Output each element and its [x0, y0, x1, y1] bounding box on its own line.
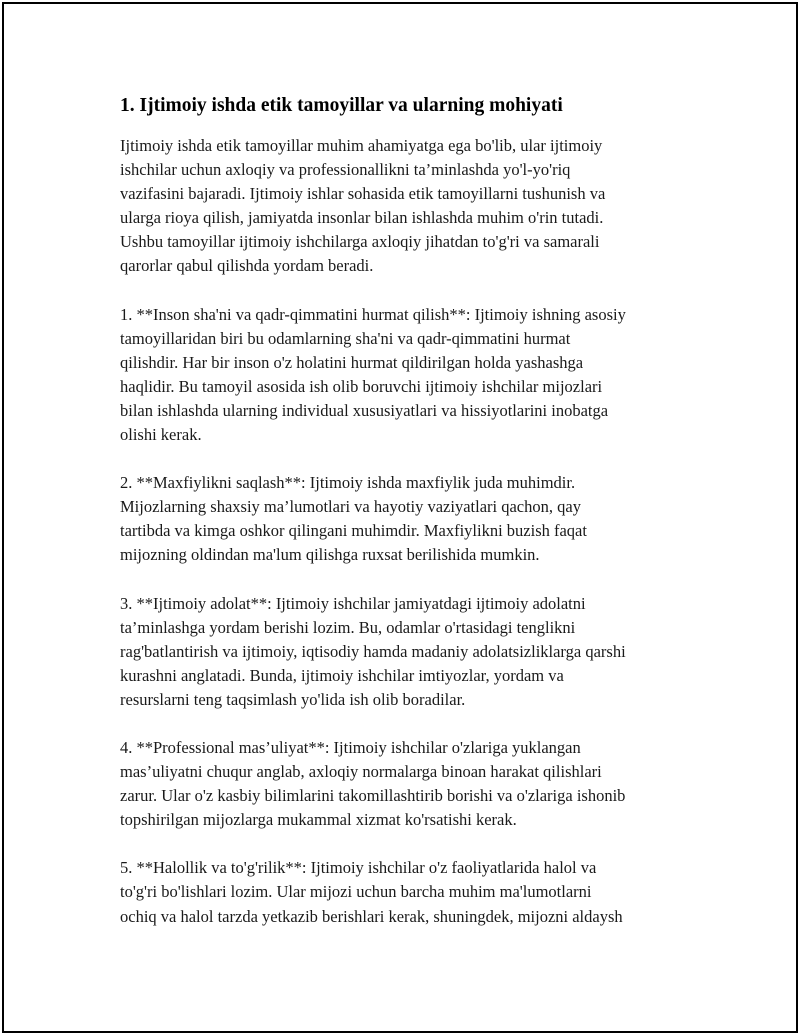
text-line: 2. **Maxfiylikni saqlash**: Ijtimoiy ishda maxfiylik juda muhimdir.: [120, 473, 576, 493]
paragraph: [120, 592, 700, 712]
text-line: tamoyillaridan biri bu odamlarning sha'ni va qadr-qimmatini hurmat: [120, 328, 571, 348]
text-line: qilishdir. Har bir inson o'z holatini hurmat qildirilgan holda yashashga: [120, 352, 584, 372]
text-line: Ijtimoiy ishda etik tamoyillar muhim ahamiyatga ega bo'lib, ular ijtimoiy: [120, 136, 603, 155]
text-line: 5. **Halollik va to'g'rilik**: Ijtimoiy ishchilar o'z faoliyatlarida halol va: [120, 858, 597, 878]
text-line: 1. **Inson sha'ni va qadr-qimmatini hurmat qilish**: Ijtimoiy ishning asosiy: [120, 304, 626, 324]
paragraph: [120, 134, 700, 279]
text-line: resurslarni teng taqsimlash yo'lida ish olib boradilar.: [120, 689, 466, 709]
text-line: topshirilgan mijozlarga mukammal xizmat ko'rsatishi kerak.: [120, 810, 517, 830]
document-content: [120, 92, 700, 953]
text-line: 3. **Ijtimoiy adolat**: Ijtimoiy ishchilar jamiyatdagi ijtimoiy adolatni: [120, 593, 586, 613]
document-page: [2, 2, 798, 1033]
text-line: Ushbu tamoyillar ijtimoiy ishchilarga axloqiy jihatdan to'g'ri va samarali: [120, 232, 600, 252]
text-line: bilan ishlashda ularning individual xususiyatlari va hissiyotlarini inobatga: [120, 400, 609, 420]
paragraph: [120, 736, 700, 832]
paragraph-list: [120, 134, 700, 929]
text-line: mijozning oldindan ma'lum qilishga ruxsat berilishida mumkin.: [120, 545, 540, 565]
text-line: ochiq va halol tarzda yetkazib berishlari kerak, shuningdek, mijozni aldaysh: [120, 906, 623, 926]
document-title: 1. Ijtimoiy ishda etik tamoyillar va ularning mohiyati: [120, 95, 563, 116]
text-line: haqlidir. Bu tamoyil asosida ish olib boruvchi ijtimoiy ishchilar mijozlari: [120, 376, 603, 396]
text-line: kurashni anglatadi. Bunda, ijtimoiy ishchilar imtiyozlar, yordam va: [120, 665, 564, 685]
text-line: ularga rioya qilish, jamiyatda insonlar bilan ishlashda muhim o'rin tutadi.: [120, 208, 604, 228]
text-line: ishchilar uchun axloqiy va professionallikni ta’minlashda yo'l-yo'riq: [120, 160, 571, 180]
text-line: to'g'ri bo'lishlari lozim. Ular mijozi uchun barcha muhim ma'lumotlarni: [120, 882, 592, 902]
text-line: rag'batlantirish va ijtimoiy, iqtisodiy hamda madaniy adolatsizliklarga qarshi: [120, 641, 626, 661]
paragraph: [120, 303, 700, 448]
text-line: olishi kerak.: [120, 425, 202, 445]
text-line: zarur. Ular o'z kasbiy bilimlarini takomillashtirib borishi va o'zlariga ishonib: [120, 786, 626, 806]
text-line: vazifasini bajaradi. Ijtimoiy ishlar sohasida etik tamoyillarni tushunish va: [120, 184, 606, 204]
text-line: mas’uliyatni chuqur anglab, axloqiy normalarga binoan harakat qilishlari: [120, 762, 602, 782]
text-line: 4. **Professional mas’uliyat**: Ijtimoiy ishchilar o'zlariga yuklangan: [120, 737, 581, 757]
paragraph: [120, 471, 700, 567]
paragraph: [120, 856, 700, 928]
text-line: tartibda va kimga oshkor qilingani muhimdir. Maxfiylikni buzish faqat: [120, 521, 587, 541]
text-line: qarorlar qabul qilishda yordam beradi.: [120, 256, 374, 276]
text-line: Mijozlarning shaxsiy ma’lumotlari va hayotiy vaziyatlari qachon, qay: [120, 497, 581, 517]
text-line: ta’minlashga yordam berishi lozim. Bu, odamlar o'rtasidagi tenglikni: [120, 617, 576, 637]
